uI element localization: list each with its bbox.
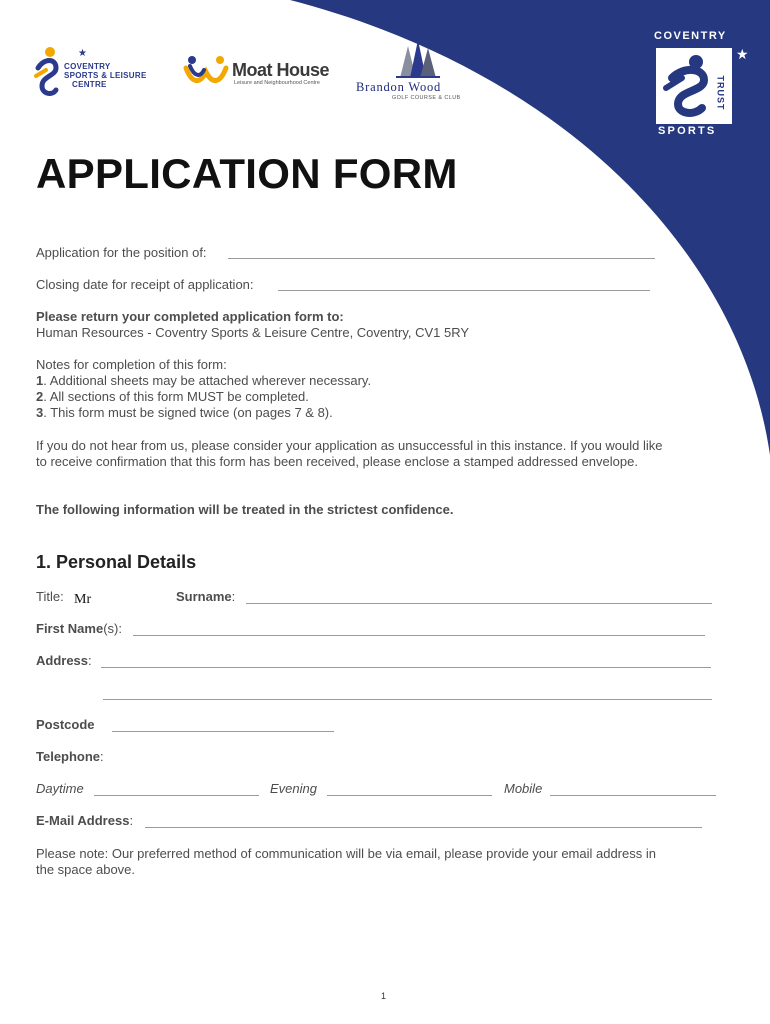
- brandon-wood-name: Brandon Wood: [356, 80, 442, 94]
- address-field-line-2[interactable]: [103, 699, 712, 700]
- csl-logo-text: [64, 62, 147, 89]
- brandon-wood-tagline: GOLF COURSE & CLUB: [392, 95, 461, 101]
- postcode-field[interactable]: [112, 731, 334, 732]
- title-value[interactable]: Mr: [74, 592, 92, 607]
- unsuccessful-note-line-1: If you do not hear from us, please consider your application as unsuccessful in this instance. If you would like: [36, 438, 663, 453]
- csl-line-3: CENTRE: [72, 80, 107, 89]
- note-item: 1. Additional sheets may be attached wherever necessary.: [36, 373, 372, 388]
- evening-label: Evening: [270, 781, 317, 796]
- notes-heading: Notes for completion of this form:: [36, 357, 227, 372]
- closing-date-label: Closing date for receipt of application:: [36, 277, 254, 292]
- return-address: Human Resources - Coventry Sports & Leisure Centre, Coventry, CV1 5RY: [36, 325, 470, 340]
- moat-house-tagline: Leisure and Neighbourhood Centre: [234, 80, 320, 86]
- cst-bottom-text: SPORTS: [658, 125, 717, 137]
- telephone-label: Telephone:: [36, 749, 104, 764]
- moat-house-logo: [182, 54, 342, 94]
- address-label: Address:: [36, 653, 92, 668]
- brandon-wood-spires-icon: [352, 40, 482, 80]
- csl-line-1: COVENTRY: [64, 62, 111, 71]
- star-icon: ★: [78, 48, 87, 59]
- mobile-label: Mobile: [504, 781, 543, 796]
- note-item: 3. This form must be signed twice (on pages 7 & 8).: [36, 405, 333, 420]
- confidence-note: The following information will be treated in the strictest confidence.: [36, 502, 454, 517]
- moat-house-name: Moat House: [232, 60, 330, 80]
- first-name-label: First Name(s):: [36, 621, 122, 636]
- daytime-label: Daytime: [36, 781, 84, 796]
- first-name-field[interactable]: [133, 635, 705, 636]
- evening-phone-field[interactable]: [327, 795, 492, 796]
- moat-house-figures-icon: [182, 54, 232, 88]
- postcode-label: Postcode: [36, 717, 95, 732]
- note-item: 2. All sections of this form MUST be completed.: [36, 389, 309, 404]
- csl-line-2: SPORTS & LEISURE: [64, 71, 147, 80]
- email-field[interactable]: [145, 827, 702, 828]
- page-title: APPLICATION FORM: [36, 150, 458, 197]
- csl-figure-icon: [34, 46, 64, 102]
- closing-date-field[interactable]: [278, 290, 650, 291]
- section-heading-personal-details: 1. Personal Details: [36, 552, 197, 572]
- email-note-line-1: Please note: Our preferred method of communication will be via email, please provide your email address in: [36, 846, 656, 861]
- cst-trust-text: TRUST: [715, 75, 726, 111]
- coventry-sports-leisure-logo: [34, 46, 174, 102]
- star-icon: ★: [736, 46, 749, 62]
- coventry-sports-trust-logo: [650, 28, 762, 140]
- unsuccessful-note-line-2: to receive confirmation that this form has been received, please enclose a stamped addressed envelope.: [36, 454, 638, 469]
- page-number: 1: [381, 991, 387, 1001]
- surname-field[interactable]: [246, 603, 712, 604]
- title-label: Title:: [36, 589, 64, 604]
- cst-top-text: COVENTRY: [654, 30, 727, 42]
- email-label: E-Mail Address:: [36, 813, 134, 828]
- address-field-line-1[interactable]: [101, 667, 711, 668]
- surname-label: Surname:: [176, 589, 236, 604]
- mobile-phone-field[interactable]: [550, 795, 716, 796]
- position-field[interactable]: [228, 258, 655, 259]
- brandon-wood-logo: [352, 40, 482, 106]
- daytime-phone-field[interactable]: [94, 795, 259, 796]
- email-note-line-2: the space above.: [36, 862, 136, 877]
- return-heading: Please return your completed application form to:: [36, 309, 344, 324]
- position-label: Application for the position of:: [36, 245, 207, 260]
